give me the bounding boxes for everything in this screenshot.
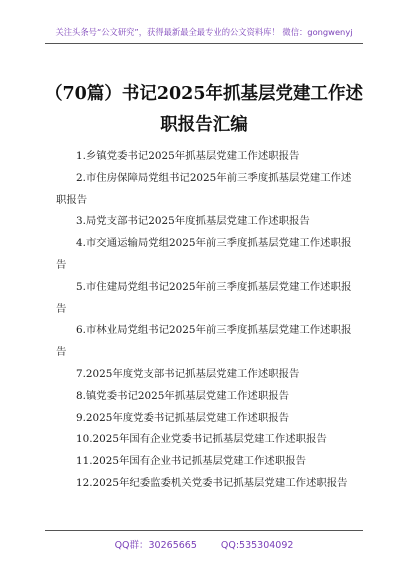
toc-item: 9.2025年度党委书记抓基层党建工作述职报告 — [76, 411, 289, 424]
table-of-contents — [56, 146, 356, 495]
document-title: （70篇）书记2025年抓基层党建工作述职报告汇编 — [44, 84, 364, 135]
footer-qq-group: QQ群：30265665 — [114, 540, 197, 551]
header-divider — [45, 43, 363, 44]
toc-item: 4.市交通运输局党组2025年前三季度抓基层党建工作述职报告 — [56, 237, 352, 271]
toc-item: 1.乡镇党委书记2025年抓基层党建工作述职报告 — [76, 150, 300, 162]
toc-item: 2.市住房保障局党组书记2025年前三季度抓基层党建工作述职报告 — [56, 171, 352, 206]
header-promo-text: 关注头条号“公文研究”，获得最新最全最专业的公文资料库！ 微信：gongwenyj — [55, 27, 353, 37]
toc-item: 8.镇党委书记2025年抓基层党建工作述职报告 — [76, 389, 289, 402]
toc-item: 12.2025年纪委监委机关党委书记抓基层党建工作述职报告 — [76, 476, 348, 489]
footer — [0, 537, 408, 551]
toc-item: 3.局党支部书记2025年度抓基层党建工作述职报告 — [76, 215, 310, 228]
toc-item: 7.2025年度党支部书记抓基层党建工作述职报告 — [76, 367, 300, 380]
toc-item: 6.市林业局党组书记2025年前三季度抓基层党建工作述职报告 — [56, 324, 352, 359]
footer-divider — [45, 530, 363, 531]
footer-qq: QQ:535304092 — [220, 540, 294, 551]
toc-item: 5.市住建局党组书记2025年前三季度抓基层党建工作述职报告 — [56, 280, 352, 315]
toc-item: 11.2025年国有企业书记抓基层党建工作述职报告 — [76, 455, 306, 468]
toc-item: 10.2025年国有企业党委书记抓基层党建工作述职报告 — [76, 433, 327, 446]
